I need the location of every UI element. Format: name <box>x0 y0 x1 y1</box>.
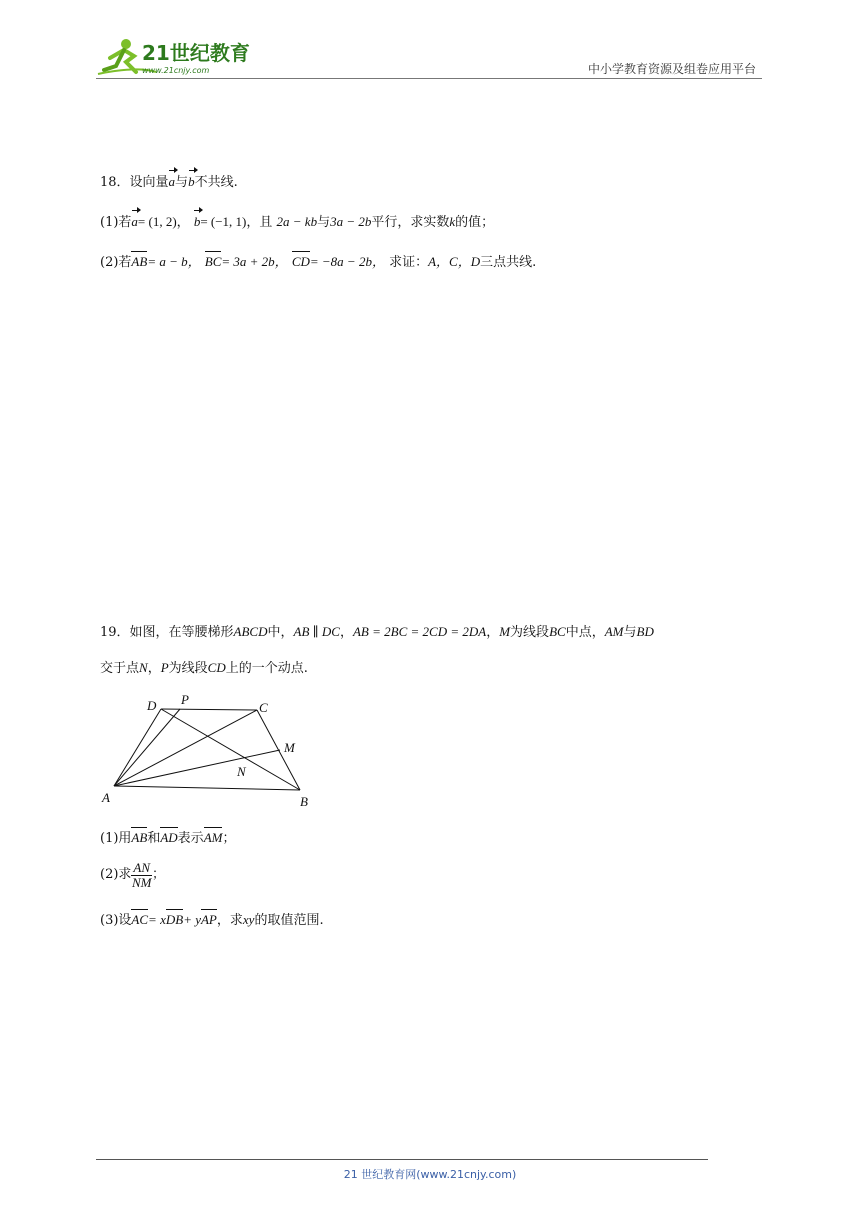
segment-am <box>114 750 280 786</box>
footer-divider <box>96 1159 708 1160</box>
q19-part2: (2)求 $\frac{AN}{NM}$ ； <box>100 859 166 890</box>
label-m: M <box>284 740 295 755</box>
label-c: C <box>259 700 268 715</box>
footer-link[interactable]: 21 世纪教育网(www.21cnjy.com) <box>343 1168 517 1181</box>
q19-stem-line2: 交于点N，P为线段CD上的一个动点. <box>100 660 308 676</box>
ratio-fraction: $\frac{AN}{NM}$ <box>131 859 152 890</box>
q19-stem-line1: 19．如图，在等腰梯形ABCD中，AB ∥ DC，AB = 2BC = 2CD = 2DA，M为线段BC中点，AM与BD <box>100 624 654 640</box>
label-a: A <box>102 790 110 805</box>
segment-ap <box>114 709 180 786</box>
trapezoid-figure <box>100 690 330 810</box>
logo-title: 21世纪教育 <box>142 41 250 65</box>
label-p: P <box>181 692 189 707</box>
q18-part1: (1)若a= (1, 2)， b= (−1, 1)，且 2a − kb与3a − 2b平行，求实数k的值； <box>100 214 495 230</box>
q18-part2: (2)若AB= a − b， BC= 3a + 2b， CD= −8a − 2b， 求证：A，C，D三点共线. <box>100 254 537 270</box>
segment-ad <box>114 709 161 786</box>
header-divider <box>96 78 762 79</box>
label-b: B <box>300 794 308 809</box>
segment-dc <box>161 709 257 710</box>
platform-title: 中小学教育资源及组卷应用平台 <box>587 62 756 76</box>
q19-part3: (3)设AC= xDB+ yAP，求xy的取值范围. <box>100 912 324 928</box>
q18-stem: 18．设向量a与b不共线. <box>100 174 238 190</box>
segment-ac <box>114 710 257 786</box>
logo-url: www.21cnjy.com <box>142 66 210 75</box>
label-n: N <box>237 764 246 779</box>
segment-ab <box>114 786 300 790</box>
label-d: D <box>147 698 157 713</box>
site-logo <box>96 36 256 80</box>
q19-part1: (1)用AB和AD表示AM； <box>100 830 236 846</box>
